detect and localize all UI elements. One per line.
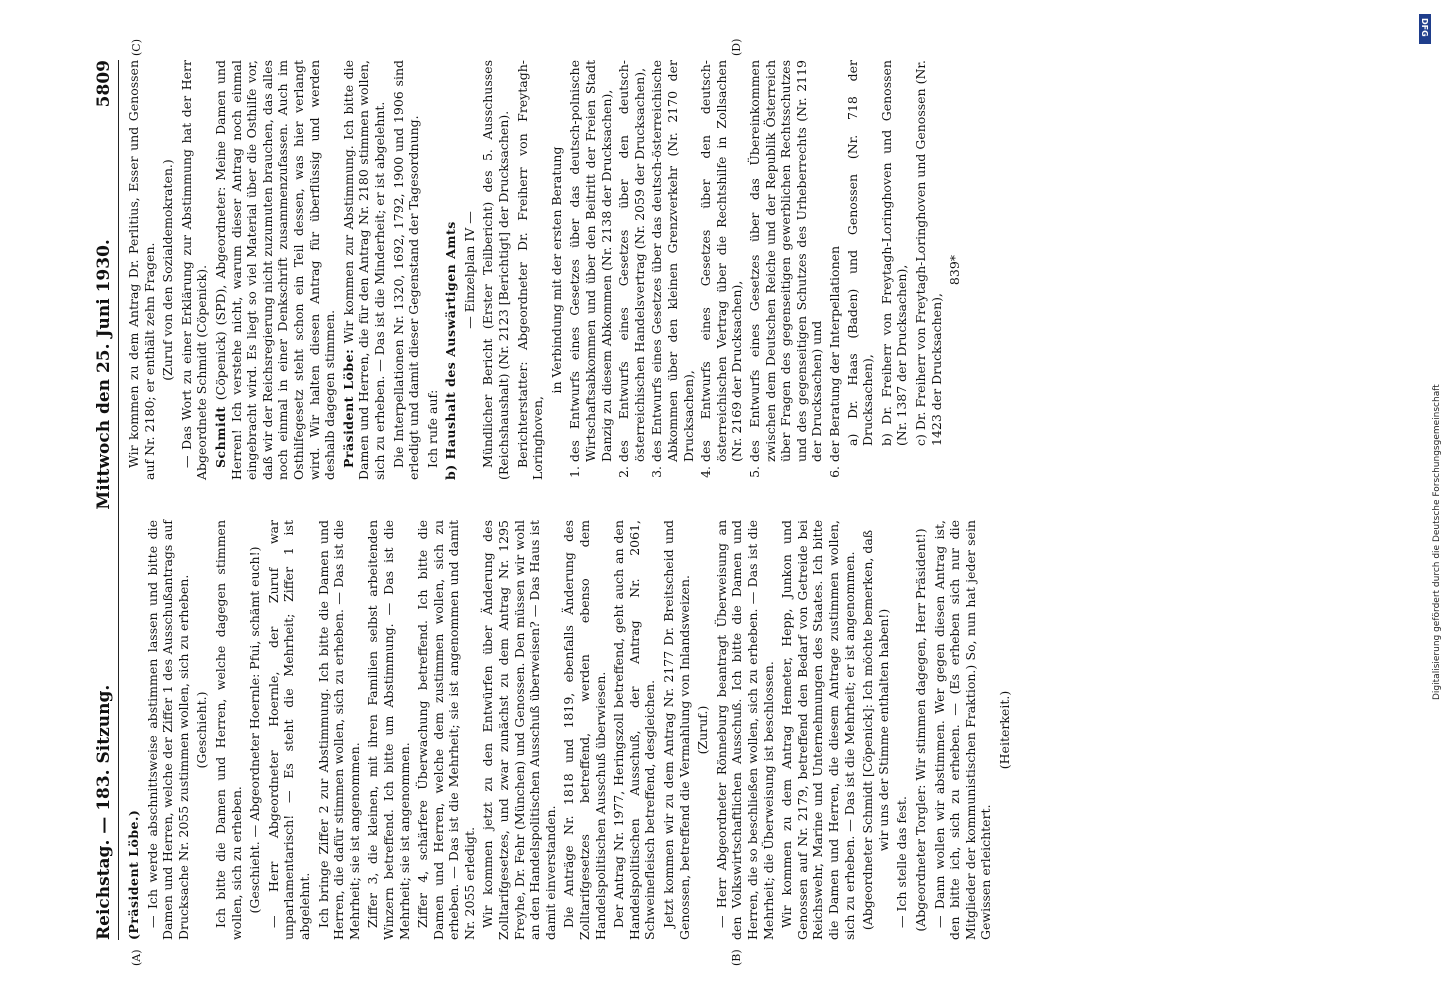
- list-item: 1. des Entwurfs eines Gesetzes über das deutsch-polnische Wirtschaftsabkommen und über den Beitritt der Freien Stadt Danzig zu diesem Abkommen (Nr. 2138 der Drucksachen),: [567, 60, 614, 462]
- paragraph: Ich rufe auf:: [424, 389, 440, 468]
- agenda-item: b) Haushalt des Auswärtigen Amts: [443, 221, 459, 480]
- list-item: 4. des Entwurfs eines Gesetzes über den deutsch-österreichischen Vertrag über die Rechtshilfe in Zollsachen (Nr. 2169 der Drucksachen),: [698, 60, 745, 462]
- interjection: (Geschieht. — Abgeordneter Hoernle: Pfui, schämt euch!): [247, 546, 263, 914]
- speaker-name: Schmidt: [212, 406, 228, 468]
- paragraph: Ziffer 4, schärfere Überwachung betreffend. Ich bitte die Damen und Herren, welche dem zustimmen wollen, sich zu erheben. — Das ist die Mehrheit; sie ist angenommen und damit Nr. 2055 erledigt.: [415, 520, 477, 940]
- list-item: 5. des Entwurfs eines Gesetzes über das Übereinkommen zwischen dem Deutschen Reiche und der Republik Österreich über Fragen des gegenseitigen gewerblichen Rechtsschutzes und des gegenseitigen Schutzes des Urheberrechts (Nr. 2119 der Drucksachen) und: [747, 60, 825, 462]
- agenda-subtitle: — Einzelplan IV —: [461, 211, 477, 329]
- dfg-logo: DFG: [1419, 14, 1431, 44]
- list-item: c) Dr. Freiherr von Freytagh-Loringhoven und Genossen (Nr. 1423 der Drucksachen),: [912, 60, 944, 446]
- left-column: [126, 520, 1015, 940]
- paragraph: Berichterstatter: Abgeordneter Dr. Freiherr von Freytagh-Loringhoven,: [514, 60, 546, 480]
- paragraph: Wir kommen zu dem Antrag Dr. Perlitius, Esser und Genossen auf Nr. 2180; er enthält zehn Fragen.: [126, 60, 157, 480]
- paragraph: in Verbindung mit der ersten Beratung: [548, 146, 564, 394]
- paragraph: Ziffer 3, die kleinen, mit ihren Familien selbst arbeitenden Winzern betreffend. Ich bitte um Abstimmung. — Das ist die Mehrheit; sie ist angenommen.: [365, 520, 412, 940]
- list-item: b) Dr. Freiherr von Freytagh-Loringhoven und Genossen (Nr. 1387 der Drucksachen),: [878, 60, 910, 446]
- list-item: a) Dr. Haas (Baden) und Genossen (Nr. 718 der Drucksachen),: [844, 60, 876, 446]
- paragraph: Wir kommen zu dem Antrag Hemeter, Hepp, Junkon und Genossen auf Nr. 2179, betreffend den Bedarf von Getreide bei Reichswehr, Marine und Unternehmungen des Staates. Ich bitte die Damen und Herren, die diesem Antrage zustimmen wollen, sich zu erheben. — Das ist die Mehrheit; er ist angenommen.: [779, 520, 857, 940]
- interjection: (Zuruf.): [695, 705, 711, 755]
- paragraph: Mündlicher Bericht (Erster Teilbericht) des 5. Ausschusses (Reichshaushalt) (Nr. 2123 [Berichtigt] der Drucksachen).: [480, 60, 512, 480]
- list-item: 2. des Entwurfs eines Gesetzes über den deutsch-österreichischen Handelsvertrag (Nr. 2059 der Drucksachen),: [616, 60, 647, 462]
- paragraph: Jetzt kommen wir zu dem Antrag Nr. 2177 Dr. Breitscheid und Genossen, betreffend die Vermahlung von Inlandsweizen.: [661, 520, 692, 940]
- paragraph: Ich bitte die Damen und Herren, welche dagegen stimmen wollen, sich zu erheben.: [212, 520, 244, 940]
- digitization-sidebar: [1418, 10, 1442, 990]
- right-column: [126, 60, 966, 480]
- header-title: Reichstag. — 183. Sitzung.: [94, 684, 114, 940]
- paragraph: — Das Wort zu einer Erklärung zur Abstimmung hat der Herr Abgeordnete Schmidt (Cöpenick).: [178, 60, 210, 480]
- margin-mark-c: (C): [130, 39, 143, 56]
- margin-mark-d: (D): [730, 38, 743, 56]
- speech-text: (Cöpenick) (SPD), Abgeordneter: Meine Damen und Herren! Ich verstehe nicht, warum dieser Antrag noch einmal eingebracht wird. Es liegt so viel Material über die Osthilfe vor, daß wir der Reichsregierung nicht zuzumuten brauchen, das alles noch einmal in einer Denkschrift zusammenzufassen. Auch im Osthilfegesetz steht schon ein Teil dessen, was hier verlangt wird. Wir halten diesen Antrag für überflüssig und werden deshalb dagegen stimmen.: [212, 60, 338, 480]
- page-number: 5809: [94, 60, 114, 108]
- speaker-name: Präsident Löbe:: [340, 348, 356, 468]
- interjection: (Zuruf von den Sozialdemokraten.): [160, 159, 176, 381]
- digitization-credit: Digitalisierung gefördert durch die Deutsche Forschungsgemeinschaft: [1432, 384, 1442, 700]
- bill-list: [567, 60, 842, 480]
- list-item: 6. der Beratung der Interpellationen: [827, 60, 843, 462]
- speech-text: Wir kommen zur Abstimmung. Ich bitte die Damen und Herren, die für den Antrag Nr. 2180 stimmen wollen, sich zu erheben. — Das ist die Minderheit; er ist abgelehnt.: [340, 60, 387, 480]
- paragraph: Die Interpellationen Nr. 1320, 1692, 1792, 1900 und 1906 sind erledigt und damit dieser Gegenstand der Tagesordnung.: [390, 60, 422, 480]
- interjection: (Abgeordneter Torgler: Wir stimmen dagegen, Herr Präsident!): [912, 528, 928, 932]
- interjection: (Heiterkeit.): [996, 690, 1012, 770]
- header-date: Mittwoch den 25. Juni 1930.: [94, 239, 114, 510]
- paragraph: Wir kommen jetzt zu den Entwürfen über Änderung des Zolltarifgesetzes, und zwar zunächst zu dem Antrag Nr. 1295 Freyhe, Dr. Fehr (München) und Genossen. Den müssen wir wohl an den Handelspolitischen Ausschuß überweisen? — Das Haus ist damit einverstanden.: [480, 520, 558, 940]
- paragraph: [341, 60, 388, 480]
- interjection: (Geschieht.): [194, 691, 210, 769]
- list-item: 3. des Entwurfs eines Gesetzes über das deutsch-österreichische Abkommen über den kleinen Grenzverkehr (Nr. 2170 der Drucksachen),: [649, 60, 696, 462]
- paragraph: Der Antrag Nr. 1977, Heringszoll betreffend, geht auch an den Handelspolitischen Ausschuß, der Antrag Nr. 2061, Schweinefleisch betreffend, desgleichen.: [611, 520, 658, 940]
- signature-mark: 839*: [947, 254, 963, 286]
- paragraph: Die Anträge Nr. 1818 und 1819, ebenfalls Änderung des Zolltarifgesetzes betreffend, werden ebenso dem Handelspolitischen Ausschuß überwiesen.: [561, 520, 608, 940]
- paragraph: — Herr Abgeordneter Hoernle, der Zuruf war unparlamentarisch! — Es steht die Mehrheit; Ziffer 1 ist abgelehnt.: [265, 520, 312, 940]
- paragraph: Ich bringe Ziffer 2 zur Abstimmung. Ich bitte die Damen und Herren, die dafür stimmen wollen, sich zu erheben. — Das ist die Mehrheit; sie ist angenommen.: [315, 520, 362, 940]
- page-header: [90, 60, 119, 940]
- speaker-tag: (Präsident Löbe.): [126, 809, 141, 940]
- margin-mark-b: (B): [730, 949, 743, 966]
- interjection: (Abgeordneter Schmidt [Cöpenick]: Ich möchte bemerken, daß wir uns der Stimme enthalten haben!): [860, 529, 891, 931]
- paragraph: — Ich werde abschnittsweise abstimmen lassen und bitte die Damen und Herren, welche der Ziffer 1 des Ausschußantrags auf Drucksache Nr. 2055 zustimmen wollen, sich zu erheben.: [144, 520, 191, 940]
- document-page: [90, 38, 1410, 966]
- margin-mark-a: (A): [130, 949, 143, 966]
- paragraph: [213, 60, 338, 480]
- paragraph: — Dann wollen wir abstimmen. Wer gegen diesen Antrag ist, den bitte ich, sich zu erheben. — (Es erheben sich nur die Mitglieder der kommunistischen Fraktion.) So, nun hat jeder sein Gewissen erleichtert.: [931, 520, 994, 940]
- paragraph: — Ich stelle das fest.: [894, 796, 910, 928]
- paragraph: — Herr Abgeordneter Rönneburg beantragt Überweisung an den Volkswirtschaftlichen Ausschuß. Ich bitte die Damen und Herren, die so beschließen wollen, sich zu erheben. — Das ist die Mehrheit; die Überweisung ist beschlossen.: [713, 520, 776, 940]
